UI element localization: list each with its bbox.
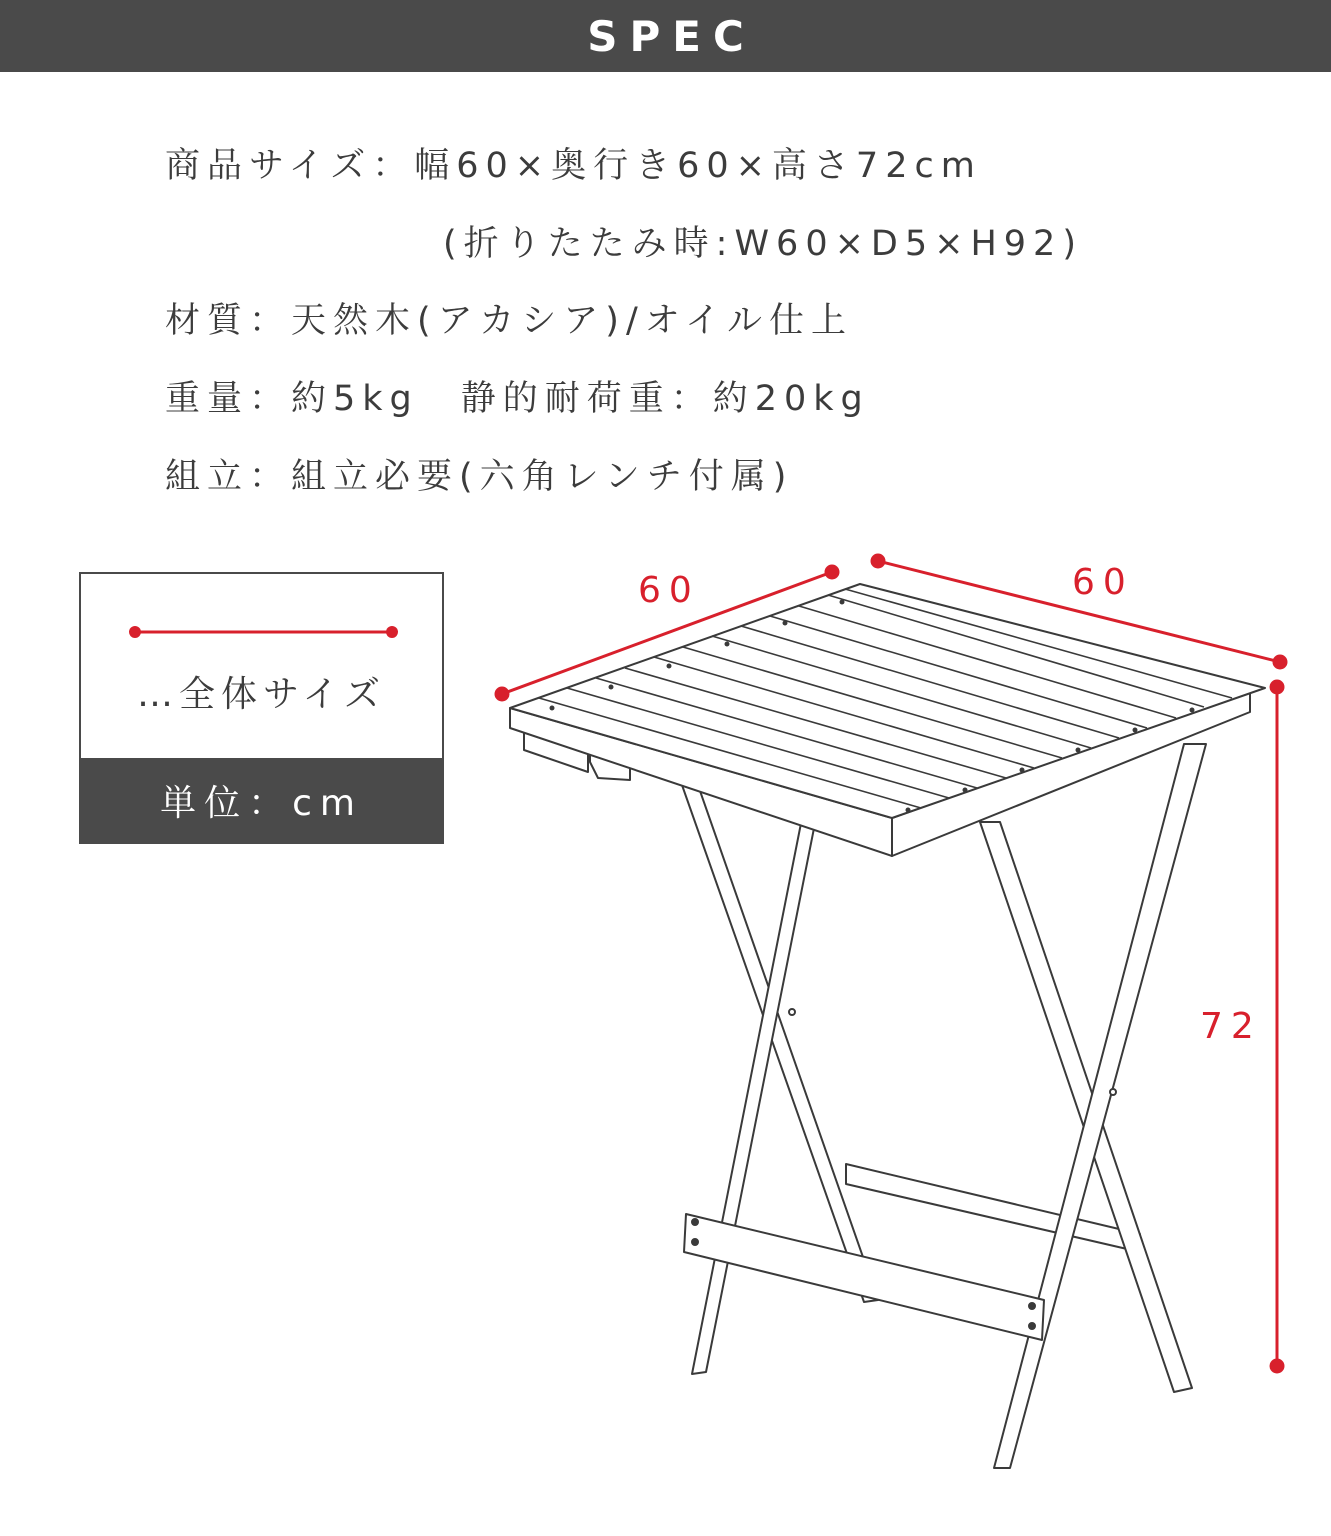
- legend-dimension-line-icon: [81, 574, 442, 664]
- width-dimension-label: 60: [638, 570, 700, 611]
- unit-label: 単位：cm: [160, 782, 363, 824]
- spec-material-line: 材質：天然木(アカシア)/オイル仕上: [165, 301, 854, 341]
- spec-folded-line: (折りたたみ時:W60×D5×H92): [443, 224, 1083, 264]
- spec-assembly-line: 組立：組立必要(六角レンチ付属): [165, 457, 794, 497]
- height-dimension-label: 72: [1200, 1006, 1262, 1047]
- unit-bar: [81, 758, 442, 842]
- depth-dimension-label: 60: [1072, 562, 1134, 603]
- spec-size-line: 商品サイズ：幅60×奥行き60×高さ72cm: [165, 146, 982, 186]
- spec-header: [0, 0, 1331, 72]
- legend-label: …全体サイズ: [136, 674, 387, 715]
- spec-weight-line: 重量：約5kg 静的耐荷重：約20kg: [165, 379, 870, 419]
- table-line-art: [510, 584, 1265, 1468]
- folding-table-drawing: [480, 540, 1310, 1500]
- header-title: SPEC: [587, 11, 756, 61]
- legend-box: [79, 572, 444, 844]
